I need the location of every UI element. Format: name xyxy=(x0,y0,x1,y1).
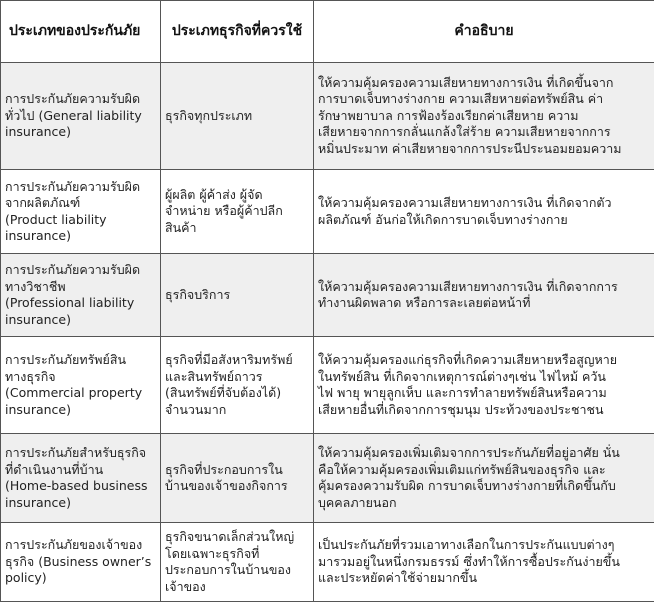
text-line: สินค้า xyxy=(165,220,309,237)
table-row xyxy=(1,523,654,602)
header-insurance-type: ประเภทของประกันภัย xyxy=(1,1,161,63)
description-cell xyxy=(314,337,654,434)
text-line: การประกันภัยความรับผิด xyxy=(5,91,156,108)
text-line: การประกันภัยทรัพย์สิน xyxy=(5,352,156,369)
header-business-type: ประเภทธุรกิจที่ควรใช้ xyxy=(161,1,314,63)
text-line: ผู้ผลิต ผู้ค้าส่ง ผู้จัด xyxy=(165,187,309,204)
business-type-cell xyxy=(161,63,314,170)
text-line: รักษาพยาบาล การฟ้องร้องเรียกค่าเสียหาย ความ xyxy=(318,108,650,125)
description-cell xyxy=(314,63,654,170)
text-line: ธุรกิจทุกประเภท xyxy=(165,108,309,125)
text-line: คุ้มครองความรับผิด การบาดเจ็บทางร่างกายที่เกิดขึ้นกับ xyxy=(318,478,650,495)
text-line: บ้านของเจ้าของกิจการ xyxy=(165,478,309,495)
business-type-cell xyxy=(161,434,314,523)
text-line: จากผลิตภัณฑ์ xyxy=(5,195,156,212)
text-line: การประกันภัยความรับผิด xyxy=(5,179,156,196)
insurance-type-cell xyxy=(1,170,161,254)
text-line: ธุรกิจ (Business owner’s xyxy=(5,554,156,571)
text-line: ผลิตภัณฑ์ อันก่อให้เกิดการบาดเจ็บทางร่างกาย xyxy=(318,212,650,229)
insurance-type-cell xyxy=(1,434,161,523)
table-row xyxy=(1,170,654,254)
text-line: เสียหายจากการกลั่นแกล้งใส่ร้าย ความเสียหายจากการ xyxy=(318,124,650,141)
text-line: ในทรัพย์สิน ที่เกิดจากเหตุการณ์ต่างๆเช่น ไฟไหม้ ควัน xyxy=(318,369,650,386)
header-row xyxy=(1,1,654,63)
table-row xyxy=(1,63,654,170)
text-line: ธุรกิจขนาดเล็กส่วนใหญ่ xyxy=(165,529,309,546)
insurance-type-cell xyxy=(1,254,161,337)
text-line: จำหน่าย หรือผู้ค้าปลีก xyxy=(165,203,309,220)
text-line: ให้ความคุ้มครองความเสียหายทางการเงิน ที่เกิดขึ้นจาก xyxy=(318,75,650,92)
text-line: ให้ความคุ้มครองความเสียหายทางการเงิน ที่เกิดจากตัว xyxy=(318,195,650,212)
text-line: เป็นประกันภัยที่รวมเอาทางเลือกในการประกันแบบต่างๆ xyxy=(318,537,650,554)
text-line: ทางธุรกิจ xyxy=(5,369,156,386)
text-line: การประกันภัยสำหรับธุรกิจ xyxy=(5,445,156,462)
text-line: การประกันภัยความรับผิด xyxy=(5,262,156,279)
business-type-cell xyxy=(161,337,314,434)
text-line: ที่ดำเนินงานที่บ้าน xyxy=(5,462,156,479)
text-line: ประกอบการในบ้านของ xyxy=(165,562,309,579)
header-description: คำอธิบาย xyxy=(314,1,654,63)
text-line: ให้ความคุ้มครองความเสียหายทางการเงิน ที่เกิดจากการ xyxy=(318,279,650,296)
insurance-type-cell xyxy=(1,63,161,170)
table-row xyxy=(1,434,654,523)
text-line: โดยเฉพาะธุรกิจที่ xyxy=(165,546,309,563)
insurance-type-cell xyxy=(1,337,161,434)
text-line: ทางวิชาชีพ xyxy=(5,279,156,296)
text-line: และประหยัดค่าใช้จ่ายมากขึ้น xyxy=(318,570,650,587)
text-line: เสียหายอื่นที่เกิดจากการชุมนุม ประท้วงของประชาชน xyxy=(318,402,650,419)
text-line: (Professional liability xyxy=(5,295,156,312)
text-line: insurance) xyxy=(5,124,156,141)
business-type-cell xyxy=(161,254,314,337)
text-line: policy) xyxy=(5,570,156,587)
text-line: จำนวนมาก xyxy=(165,402,309,419)
text-line: หมิ่นประมาท ค่าเสียหายจากการประนีประนอมยอมความ xyxy=(318,141,650,158)
business-type-cell xyxy=(161,170,314,254)
text-line: ธุรกิจบริการ xyxy=(165,287,309,304)
description-cell xyxy=(314,254,654,337)
text-line: ธุรกิจที่มีอสังหาริมทรัพย์ xyxy=(165,352,309,369)
text-line: และสินทรัพย์ถาวร xyxy=(165,369,309,386)
table-row xyxy=(1,337,654,434)
text-line: ไฟ พายุ พายุลูกเห็บ และการทำลายทรัพย์สินหรือความ xyxy=(318,385,650,402)
description-cell xyxy=(314,170,654,254)
text-line: (Product liability xyxy=(5,212,156,229)
text-line: การบาดเจ็บทางร่างกาย ความเสียหายต่อทรัพย์สิน ค่า xyxy=(318,91,650,108)
text-line: insurance) xyxy=(5,228,156,245)
description-cell xyxy=(314,434,654,523)
text-line: ทำงานผิดพลาด หรือการละเลยต่อหน้าที่ xyxy=(318,295,650,312)
business-type-cell xyxy=(161,523,314,602)
text-line: insurance) xyxy=(5,312,156,329)
text-line: ธุรกิจที่ประกอบการใน xyxy=(165,462,309,479)
text-line: บุคคลภายนอก xyxy=(318,495,650,512)
text-line: (Commercial property xyxy=(5,385,156,402)
text-line: มารวมอยู่ในหนึ่งกรมธรรม์ ซึ่งทำให้การซื้อประกันง่ายขึ้น xyxy=(318,554,650,571)
insurance-type-cell xyxy=(1,523,161,602)
table-row xyxy=(1,254,654,337)
text-line: คือให้ความคุ้มครองเพิ่มเติมแก่ทรัพย์สินของธุรกิจ และ xyxy=(318,462,650,479)
text-line: insurance) xyxy=(5,495,156,512)
text-line: ให้ความคุ้มครองแก่ธุรกิจที่เกิดความเสียหายหรือสูญหาย xyxy=(318,352,650,369)
text-line: เจ้าของ xyxy=(165,579,309,596)
text-line: การประกันภัยของเจ้าของ xyxy=(5,537,156,554)
description-cell xyxy=(314,523,654,602)
text-line: (Home-based business xyxy=(5,478,156,495)
text-line: ให้ความคุ้มครองเพิ่มเติมจากการประกันภัยที่อยู่อาศัย นั่น xyxy=(318,445,650,462)
text-line: insurance) xyxy=(5,402,156,419)
text-line: (สินทรัพย์ที่จับต้องได้) xyxy=(165,385,309,402)
text-line: ทั่วไป (General liability xyxy=(5,108,156,125)
